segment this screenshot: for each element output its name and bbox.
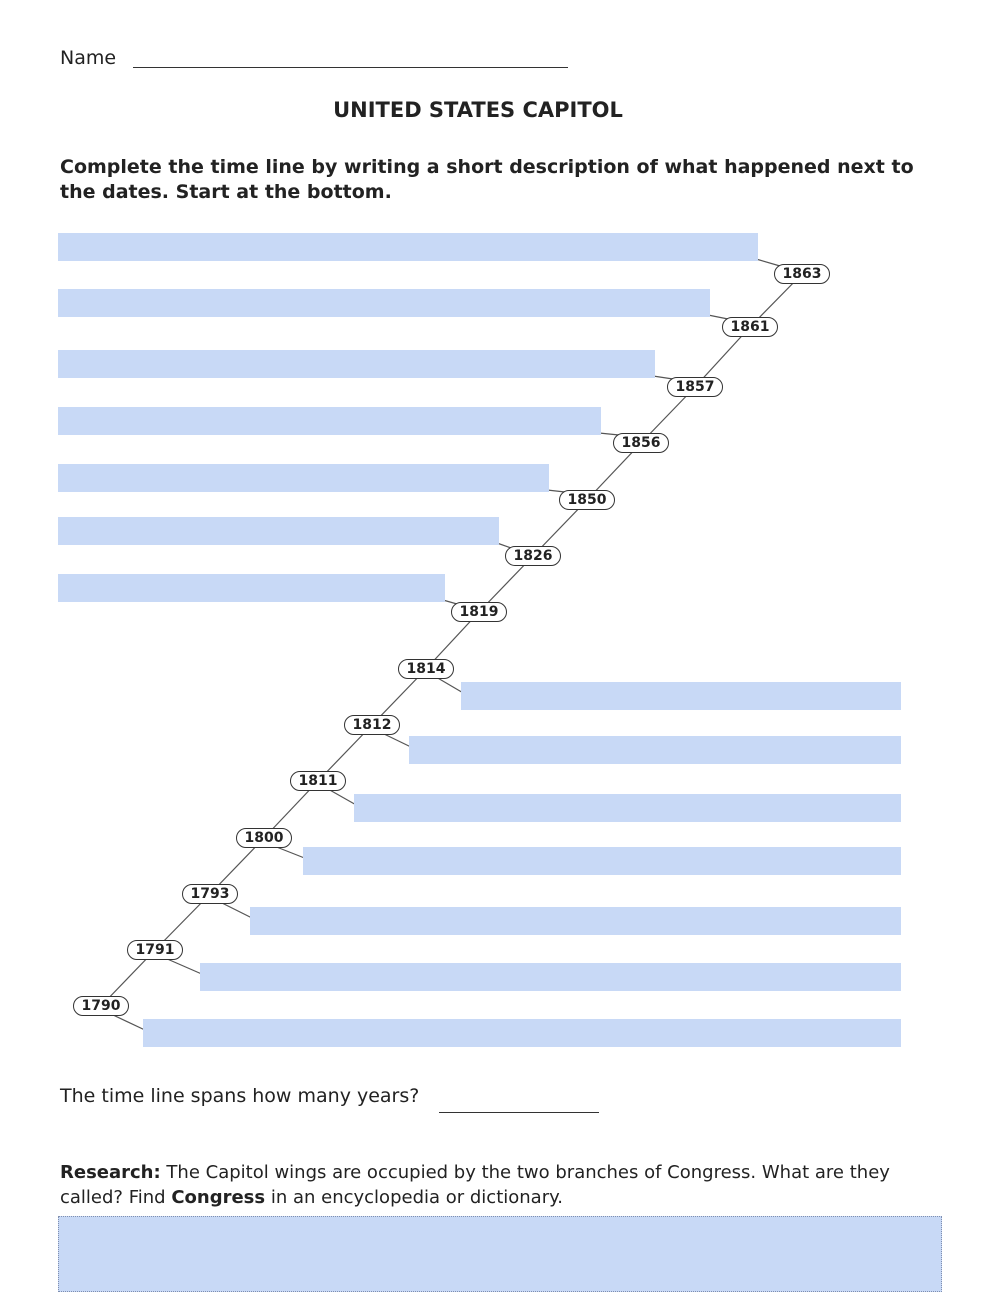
year-badge: 1826 bbox=[505, 546, 561, 566]
page-title: UNITED STATES CAPITOL bbox=[333, 98, 623, 122]
timeline-connector bbox=[756, 259, 780, 266]
year-badge: 1790 bbox=[73, 996, 129, 1016]
timeline-connector bbox=[220, 902, 254, 919]
research-keyword: Congress bbox=[171, 1187, 266, 1208]
research-text-2: in an encyclopedia or dictionary. bbox=[265, 1187, 563, 1208]
timeline-connector bbox=[165, 958, 204, 975]
research-prompt bbox=[60, 1160, 920, 1210]
year-badge: 1793 bbox=[182, 884, 238, 904]
event-description-field[interactable] bbox=[200, 963, 901, 991]
year-badge: 1863 bbox=[774, 264, 830, 284]
event-description-field[interactable] bbox=[303, 847, 901, 875]
span-question: The time line spans how many years? bbox=[60, 1085, 420, 1107]
year-badge: 1800 bbox=[236, 828, 292, 848]
research-answer-box[interactable] bbox=[58, 1216, 942, 1292]
name-label: Name bbox=[60, 47, 117, 69]
event-description-field[interactable] bbox=[58, 233, 758, 261]
year-badge: 1857 bbox=[667, 377, 723, 397]
research-text-1: The Capitol wings are occupied by the two branches of Congress. What are they called? Find bbox=[60, 1162, 890, 1208]
year-badge: 1856 bbox=[613, 433, 669, 453]
year-badge: 1861 bbox=[722, 317, 778, 337]
year-badge: 1850 bbox=[559, 490, 615, 510]
event-description-field[interactable] bbox=[58, 289, 710, 317]
event-description-field[interactable] bbox=[354, 794, 901, 822]
event-description-field[interactable] bbox=[58, 350, 655, 378]
event-description-field[interactable] bbox=[461, 682, 901, 710]
event-description-field[interactable] bbox=[58, 464, 549, 492]
event-description-field[interactable] bbox=[143, 1019, 901, 1047]
event-description-field[interactable] bbox=[58, 407, 601, 435]
instructions: Complete the time line by writing a short description of what happened next to the dates. Start at the bottom. bbox=[60, 156, 914, 203]
event-description-field[interactable] bbox=[58, 574, 445, 602]
year-badge: 1814 bbox=[398, 659, 454, 679]
event-description-field[interactable] bbox=[58, 517, 499, 545]
event-description-field[interactable] bbox=[409, 736, 901, 764]
year-badge: 1811 bbox=[290, 771, 346, 791]
research-label: Research: bbox=[60, 1162, 161, 1183]
span-answer-field[interactable] bbox=[439, 1088, 599, 1113]
year-badge: 1819 bbox=[451, 602, 507, 622]
year-badge: 1812 bbox=[344, 715, 400, 735]
timeline-connector bbox=[111, 1014, 147, 1031]
year-badge: 1791 bbox=[127, 940, 183, 960]
event-description-field[interactable] bbox=[250, 907, 901, 935]
